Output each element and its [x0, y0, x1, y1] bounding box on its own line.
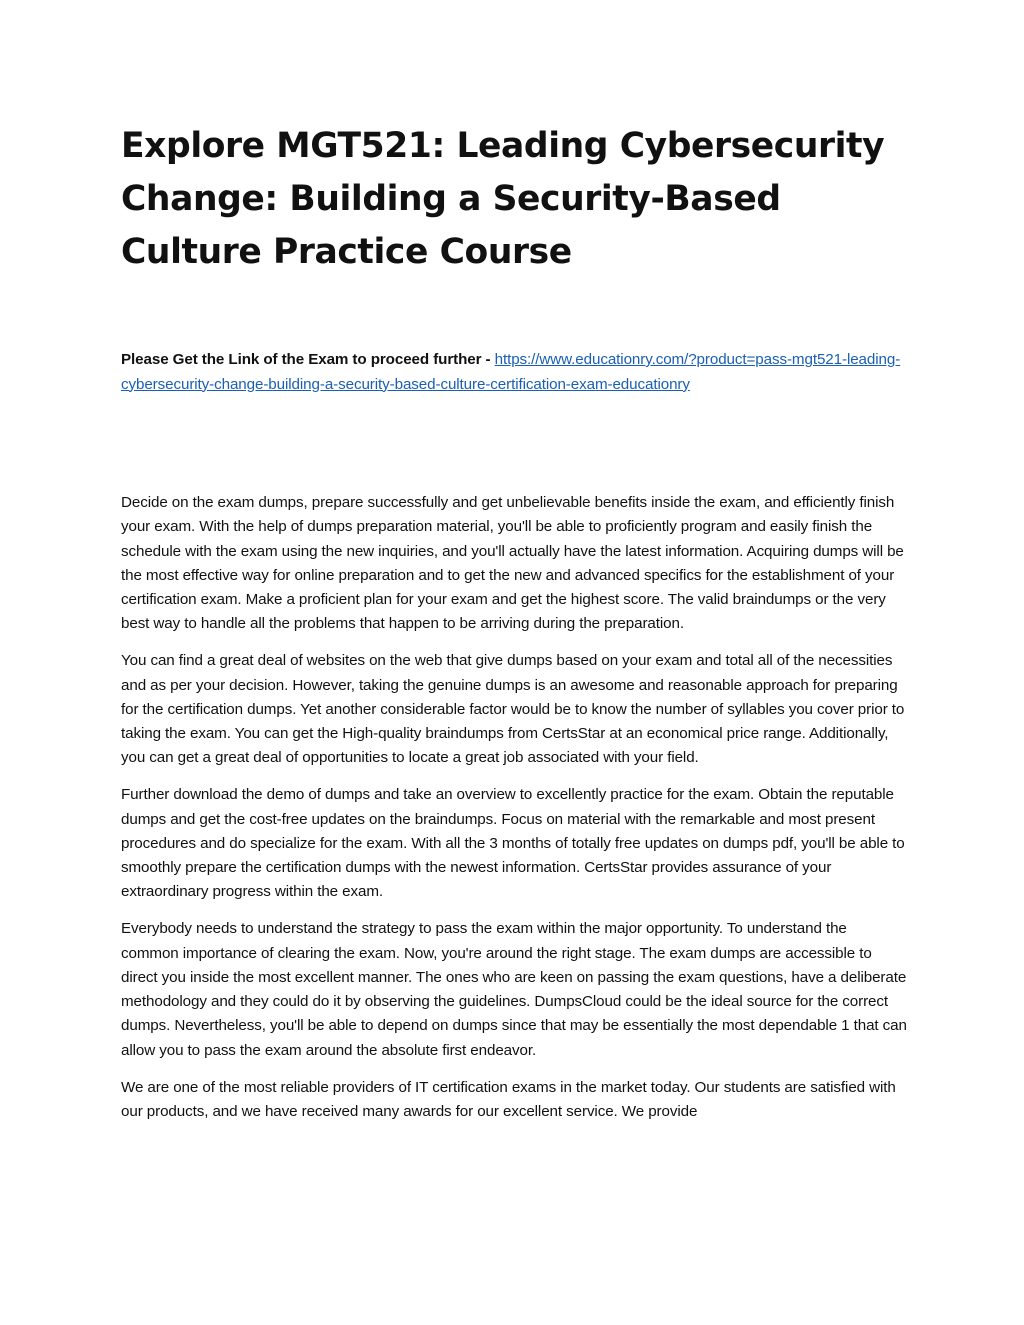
body-paragraph-3: Further download the demo of dumps and take an overview to excellently practice for the exam. Obtain the reputable dumps and get the cost-free updates on the braindumps. Focus on material with the remarkable and most present procedures and do specialize for the exam. With all the 3 months of totally free updates on dumps pdf, you'll be able to smoothly prepare the certification dumps with the newest information. CertsStar provides assurance of your extraordinary progress within the exam.	[121, 786, 905, 901]
document-title: Explore MGT521: Leading Cybersecurity Change: Building a Security-Based Culture Practice Course	[121, 126, 885, 272]
body-paragraph-1: Decide on the exam dumps, prepare successfully and get unbelievable benefits inside the exam, and efficiently finish your exam. With the help of dumps preparation material, you'll be able to proficiently program and easily finish the schedule with the exam using the new inquiries, and you'll actually have the latest information. Acquiring dumps will be the most effective way for online preparation and to get the new and advanced specifics for the establishment of your certification exam. Make a proficient plan for your exam and get the highest score. The valid braindumps or the very best way to handle all the problems that happen to be arriving during the preparation.	[121, 494, 904, 633]
body-paragraph-2: You can find a great deal of websites on the web that give dumps based on your exam and total all of the necessities and as per your decision. However, taking the genuine dumps is an awesome and reasonable approach for preparing for the certification dumps. Yet another considerable factor would be to know the number of syllables you cover prior to taking the exam. You can get the High-quality braindumps from CertsStar at an economical price range. Additionally, you can get a great deal of opportunities to locate a great job associated with your field.	[121, 652, 905, 767]
exam-link[interactable]: https://www.educationry.com/?product=pass-mgt521-leading-cybersecurity-change-building-a-security-based-culture-certification-exam-educationry	[121, 351, 901, 393]
document-body	[121, 491, 907, 1124]
exam-link-paragraph	[121, 348, 907, 397]
body-paragraph-4: Everybody needs to understand the strategy to pass the exam within the major opportunity. To understand the common importance of clearing the exam. Now, you're around the right stage. The exam dumps are accessible to direct you inside the most excellent manner. The ones who are keen on passing the exam questions, have a deliberate methodology and they could do it by observing the guidelines. DumpsCloud could be the ideal source for the correct dumps. Nevertheless, you'll be able to depend on dumps since that may be essentially the most dependable 1 that can allow you to pass the exam around the absolute first endeavor.	[121, 920, 907, 1059]
body-paragraph-5: We are one of the most reliable providers of IT certification exams in the market today. Our students are satisfied with our products, and we have received many awards for our excellent service. We provide	[121, 1078, 896, 1120]
exam-link-label: Please Get the Link of the Exam to proceed further -	[121, 351, 495, 368]
document-content	[121, 120, 907, 1137]
